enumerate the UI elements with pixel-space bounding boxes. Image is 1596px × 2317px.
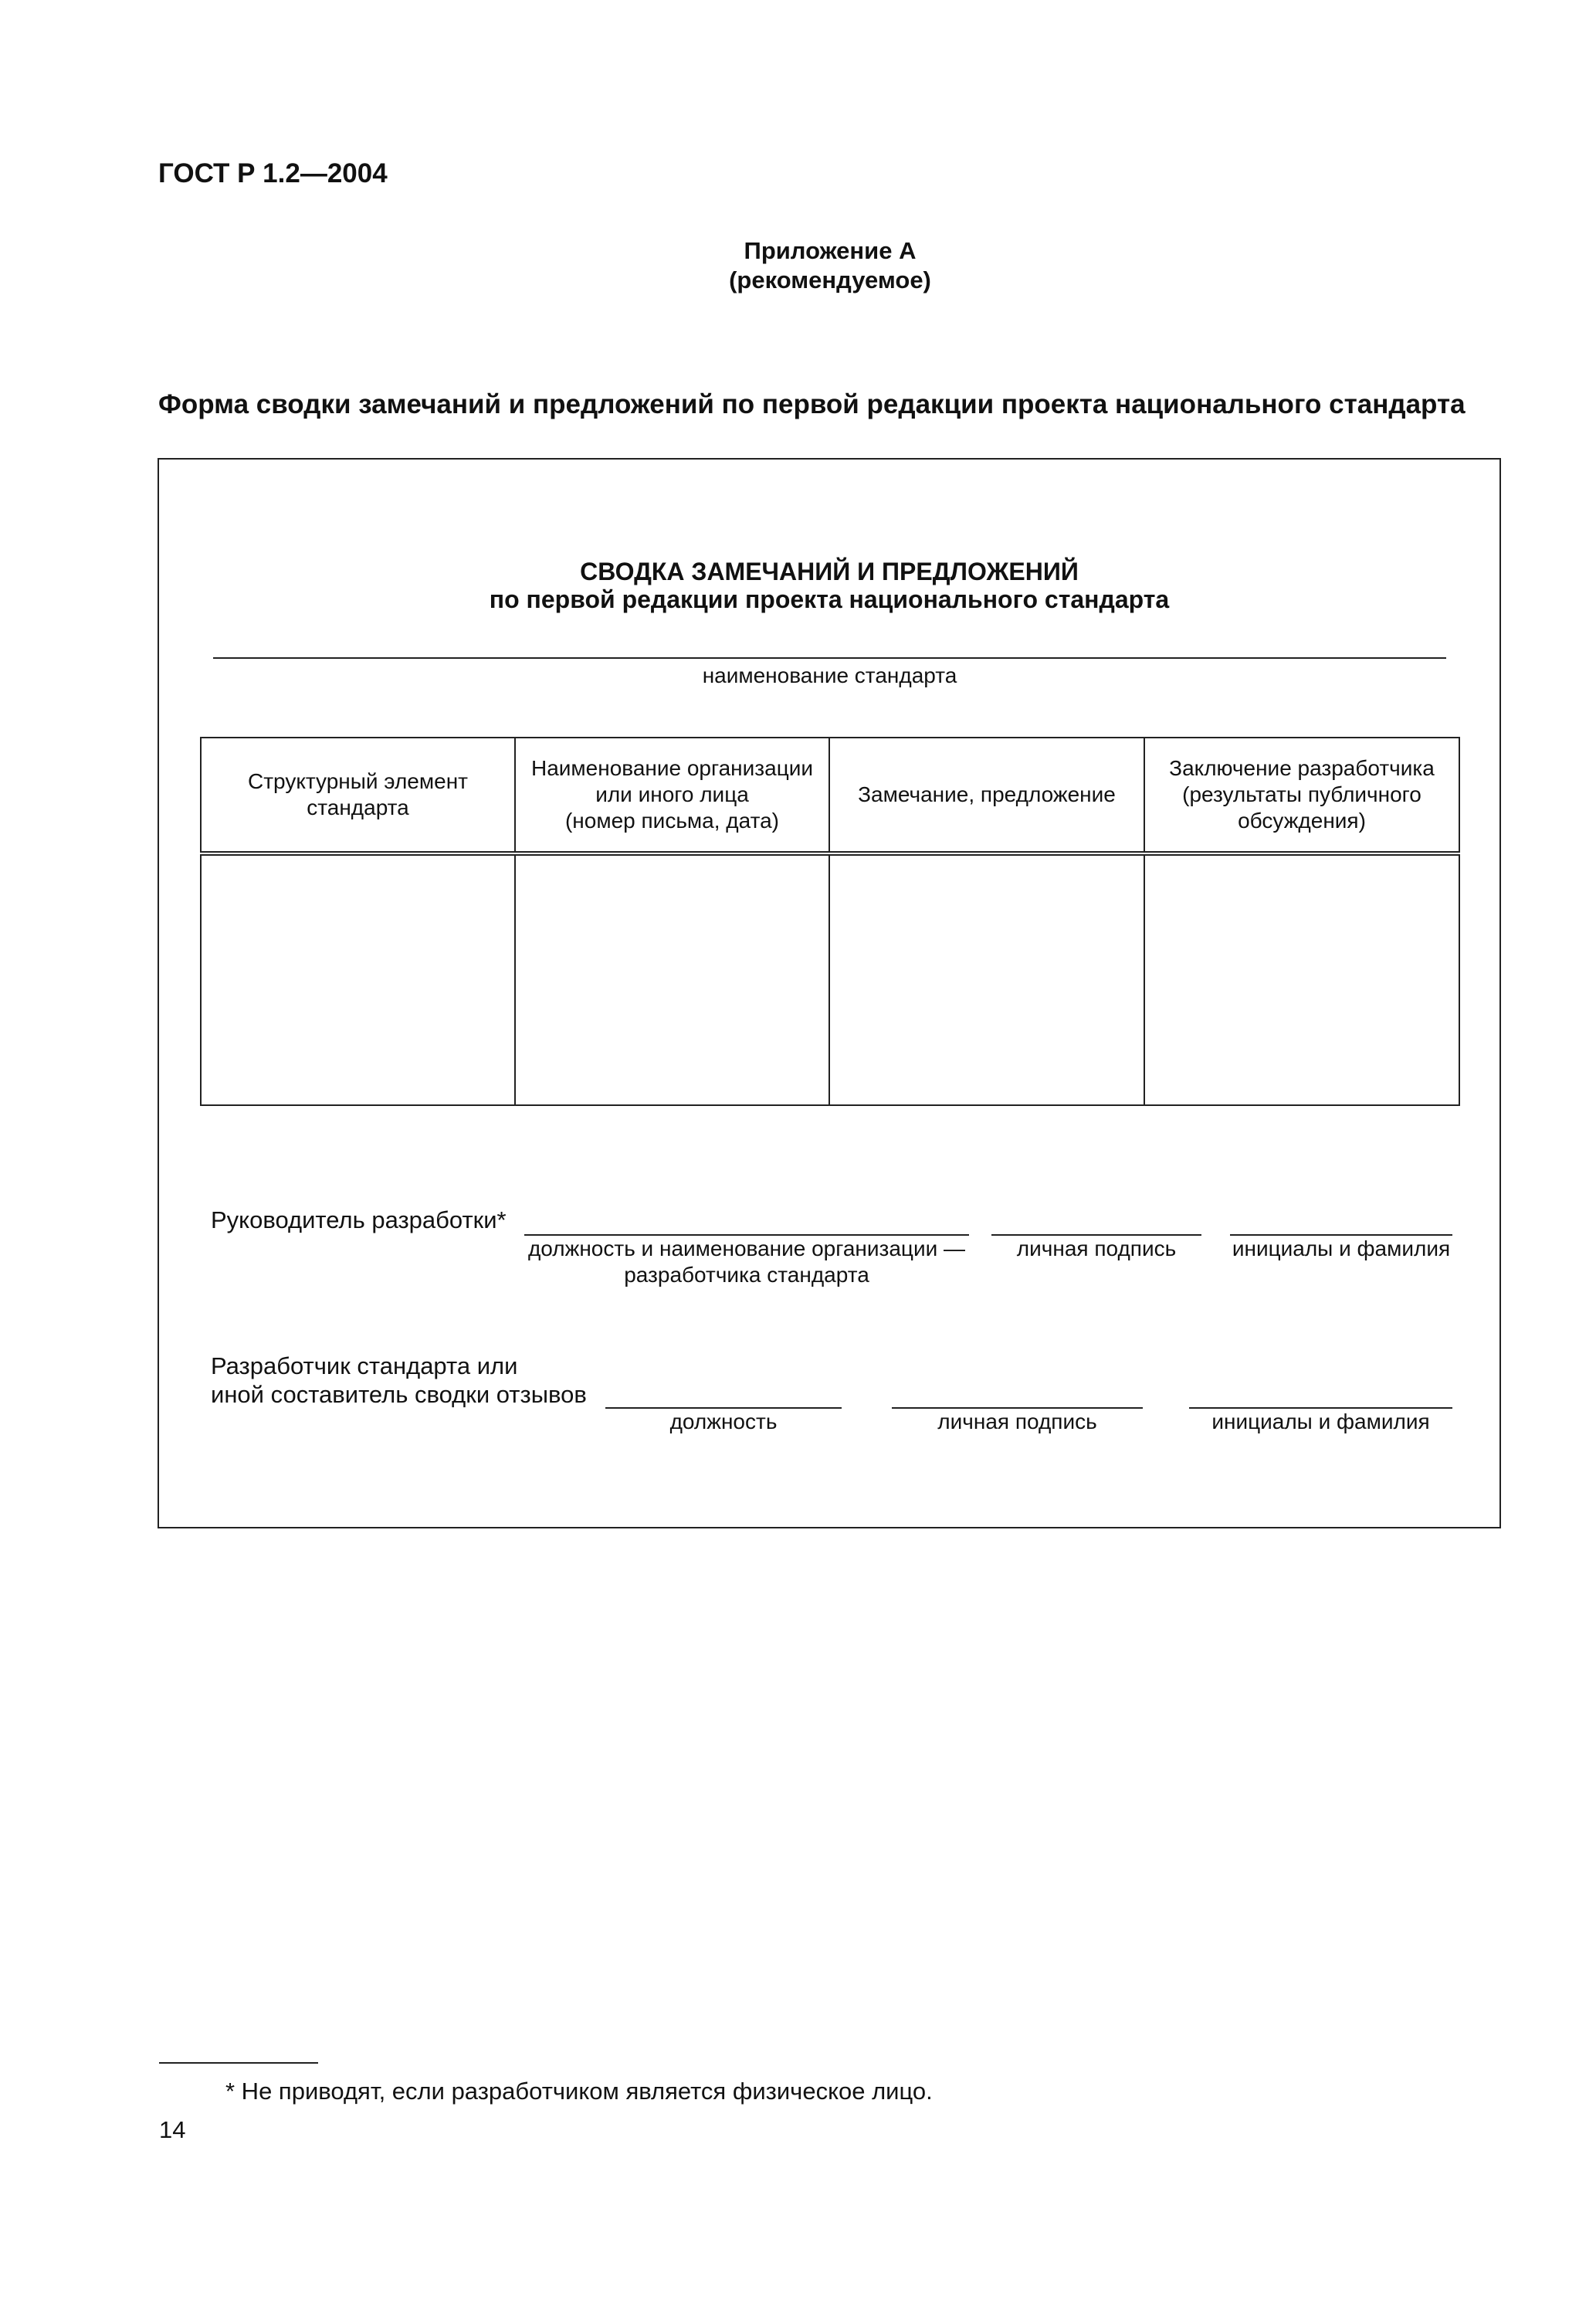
appendix-title: Приложение А <box>744 237 917 264</box>
summary-heading <box>158 558 1501 613</box>
footnote-separator <box>159 2062 318 2064</box>
column-header-developer-conclusion: Заключение разработчика (результаты публичного обсуждения) <box>1144 738 1459 853</box>
table-header-row <box>201 738 1459 853</box>
summary-title: СВОДКА ЗАМЕЧАНИЙ И ПРЕДЛОЖЕНИЙ <box>580 558 1079 585</box>
standard-name-line <box>213 657 1446 659</box>
lead-signature-caption: личная подпись <box>1016 1237 1177 1260</box>
appendix-status: (рекомендуемое) <box>729 266 931 293</box>
table-cell <box>829 853 1144 1105</box>
column-header-comment: Замечание, предложение <box>829 738 1144 853</box>
table-cell <box>515 853 829 1105</box>
document-code: ГОСТ Р 1.2—2004 <box>158 158 388 188</box>
standard-name-caption: наименование стандарта <box>702 663 957 687</box>
appendix-heading <box>0 236 1596 295</box>
developer-name-caption: инициалы и фамилия <box>1211 1410 1430 1433</box>
summary-subtitle: по первой редакции проекта национального стандарта <box>489 585 1170 613</box>
lead-position-caption: должность и наименование организации — разработчика стандарта <box>527 1237 966 1287</box>
lead-name-caption: инициалы и фамилия <box>1232 1237 1451 1260</box>
comments-table <box>200 737 1460 1106</box>
form-caption: Форма сводки замечаний и предложений по первой редакции проекта национального стандарта <box>158 389 1466 419</box>
column-header-organization: Наименование организации или иного лица (номер письма, дата) <box>515 738 829 853</box>
page-number: 14 <box>159 2116 186 2143</box>
developer-signature-caption: личная подпись <box>937 1410 1097 1433</box>
lead-signature-label: Руководитель разработки* <box>211 1206 507 1233</box>
table-cell <box>201 853 515 1105</box>
column-header-structural-element: Структурный элемент стандарта <box>201 738 515 853</box>
footnote: * Не приводят, если разработчиком является физическое лицо. <box>225 2078 933 2105</box>
table-cell <box>1144 853 1459 1105</box>
developer-position-caption: должность <box>669 1410 778 1433</box>
developer-signature-label: Разработчик стандарта или иной составитель сводки отзывов <box>211 1352 587 1408</box>
table-row <box>201 853 1459 1105</box>
